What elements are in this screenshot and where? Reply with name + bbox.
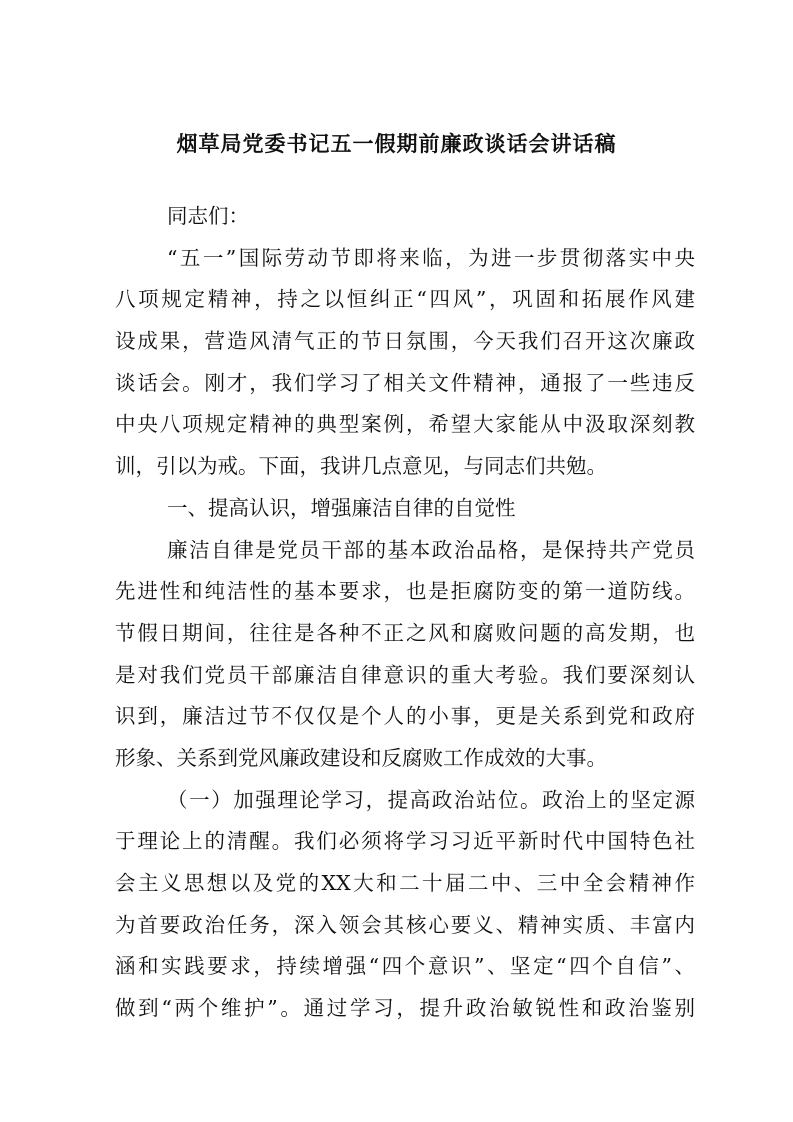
body-line: 谈话会。刚才，我们学习了相关文件精神，通报了一些违反	[115, 370, 695, 395]
body-line: 做到“两个维护”。通过学习，提升政治敏锐性和政治鉴别	[115, 996, 695, 1021]
body-line: 中央八项规定精神的典型案例，希望大家能从中汲取深刻教	[115, 412, 695, 437]
section-heading: 一、提高认识，增强廉洁自律的自觉性	[167, 495, 516, 520]
body-line: 设成果，营造风清气正的节日氛围，今天我们召开这次廉政	[115, 329, 695, 354]
body-line: （一）加强理论学习，提高政治站位。政治上的坚定源	[167, 787, 695, 812]
body-line: 先进性和纯洁性的基本要求，也是拒腐防变的第一道防线。	[115, 579, 695, 604]
body-line: 识到，廉洁过节不仅仅是个人的小事，更是关系到党和政府	[115, 704, 695, 729]
body-line: 于理论上的清醒。我们必须将学习习近平新时代中国特色社	[115, 829, 695, 854]
body-line: “五一”国际劳动节即将来临，为进一步贯彻落实中央	[167, 245, 695, 270]
document-title: 烟草局党委书记五一假期前廉政谈话会讲话稿	[176, 131, 617, 156]
body-line: 节假日期间，往往是各种不正之风和腐败问题的高发期，也	[115, 620, 695, 645]
body-line: 同志们：	[167, 204, 249, 228]
body-line: 是对我们党员干部廉洁自律意识的重大考验。我们要深刻认	[115, 662, 695, 687]
body-line: 训，引以为戒。下面，我讲几点意见，与同志们共勉。	[115, 454, 607, 479]
body-line: 廉洁自律是党员干部的基本政治品格，是保持共产党员	[167, 537, 695, 562]
body-line: 八项规定精神，持之以恒纠正“四风”，巩固和拓展作风建	[115, 287, 695, 312]
body-line: 形象、关系到党风廉政建设和反腐败工作成效的大事。	[115, 745, 607, 770]
body-line: 为首要政治任务，深入领会其核心要义、精神实质、丰富内	[115, 912, 695, 937]
document-body	[115, 196, 695, 1030]
body-line: 涵和实践要求，持续增强“四个意识”、坚定“四个自信”、	[115, 954, 695, 979]
body-line: 会主义思想以及党的XX大和二十届二中、三中全会精神作	[115, 871, 695, 895]
